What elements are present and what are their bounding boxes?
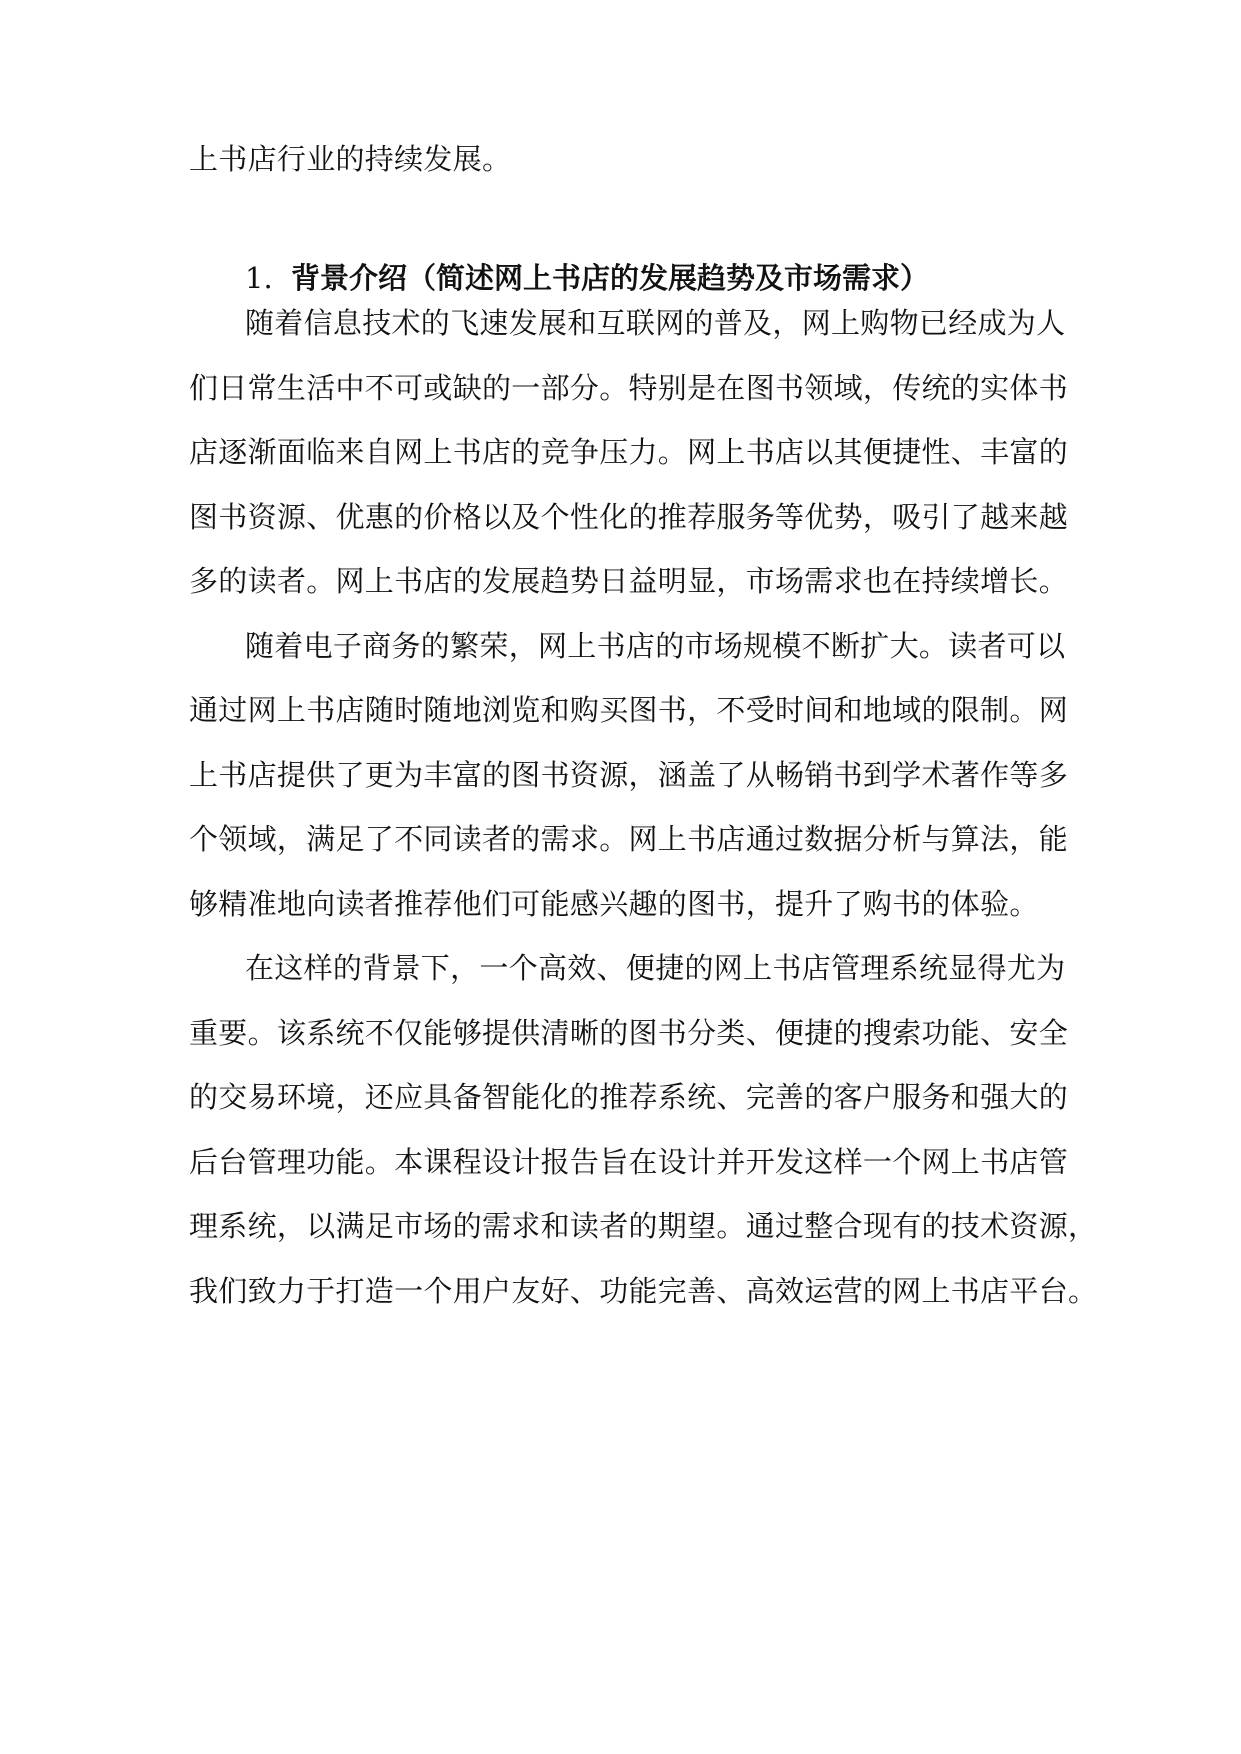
paragraph-line: 的交易环境，还应具备智能化的推荐系统、完善的客户服务和强大的	[189, 1080, 1069, 1114]
paragraph-line: 多的读者。网上书店的发展趋势日益明显，市场需求也在持续增长。	[189, 564, 1069, 598]
paragraph-line: 通过网上书店随时随地浏览和购买图书，不受时间和地域的限制。网	[189, 693, 1069, 727]
paragraph-line: 随着信息技术的飞速发展和互联网的普及，网上购物已经成为人	[245, 306, 1066, 340]
carryover-line: 上书店行业的持续发展。	[189, 142, 512, 176]
section-title: 背景介绍（简述网上书店的发展趋势及市场需求）	[291, 261, 930, 295]
paragraph-line: 后台管理功能。本课程设计报告旨在设计并开发这样一个网上书店管	[189, 1145, 1069, 1179]
paragraph-line: 图书资源、优惠的价格以及个性化的推荐服务等优势，吸引了越来越	[189, 500, 1069, 534]
section-number: 1.	[245, 261, 273, 295]
paragraph-line: 店逐渐面临来自网上书店的竞争压力。网上书店以其便捷性、丰富的	[189, 435, 1069, 469]
paragraph-line: 上书店提供了更为丰富的图书资源，涵盖了从畅销书到学术著作等多	[189, 758, 1069, 792]
paragraph-line: 随着电子商务的繁荣，网上书店的市场规模不断扩大。读者可以	[245, 629, 1066, 663]
paragraph-line: 够精准地向读者推荐他们可能感兴趣的图书，提升了购书的体验。	[189, 887, 1039, 921]
paragraph-line: 个领域，满足了不同读者的需求。网上书店通过数据分析与算法，能	[189, 822, 1069, 856]
paragraph-line: 重要。该系统不仅能够提供清晰的图书分类、便捷的搜索功能、安全	[189, 1016, 1069, 1050]
paragraph-line: 我们致力于打造一个用户友好、功能完善、高效运营的网上书店平台。	[189, 1274, 1098, 1308]
paragraph-line: 在这样的背景下，一个高效、便捷的网上书店管理系统显得尤为	[245, 951, 1066, 985]
paragraph-line: 理系统，以满足市场的需求和读者的期望。通过整合现有的技术资源，	[189, 1209, 1098, 1243]
section-heading	[245, 258, 1055, 298]
paragraph-line: 们日常生活中不可或缺的一部分。特别是在图书领域，传统的实体书	[189, 371, 1069, 405]
